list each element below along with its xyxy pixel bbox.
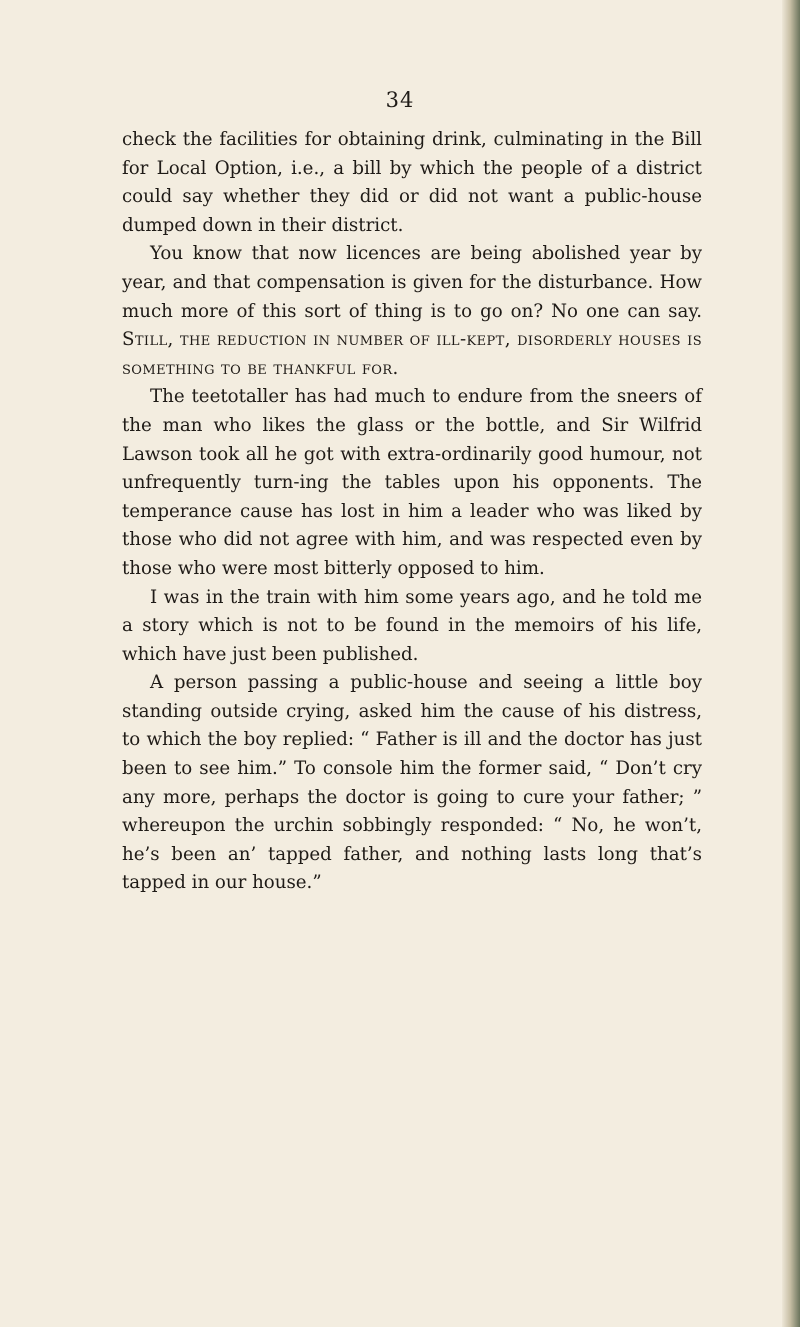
paragraph-3: The teetotaller has had much to endure from the sneers of the man who likes the glass or the bottle, and Sir Wilfrid Lawson took all he got with extra-ordinarily good humour, not unfrequently turn-ing the tables upon his opponents. The temperance cause has lost in him a leader who was liked by those who did not agree with him, and was respected even by those who were most bitterly opposed to him. — [122, 386, 702, 579]
paragraph-5: A person passing a public-house and seeing a little boy standing outside crying, asked him the cause of his distress, to which the boy replied: “ Father is ill and the doctor has just been to see him.” To console him the former said, “ Don’t cry any more, perhaps the doctor is going to cure your father; ” whereupon the urchin sobbingly responded: “ No, he won’t, he’s been an’ tapped father, and nothing lasts long that’s tapped in our house.” — [122, 672, 702, 894]
page-edge — [782, 0, 800, 1327]
paragraph-1: check the facilities for obtaining drink, culminating in the Bill for Local Option, i.e., a bill by which the people of a district could say whether they did or did not want a public-house dumped down in their district. — [122, 129, 702, 236]
page-number: 34 — [385, 88, 415, 112]
paragraph-4: I was in the train with him some years ago, and he told me a story which is not to be found in the memoirs of his life, which have just been published. — [122, 586, 702, 665]
paragraph-2 — [122, 240, 702, 383]
paragraph-2-text: You know that now licences are being abolished year by year, and that compensation is given for the disturbance. How much more of this sort of thing is to go on? No one can say. — [122, 243, 702, 322]
body-text — [122, 126, 702, 898]
paragraph-2-smallcaps: Still, the reduction in number of ill-kept, disorderly houses is something to be thankful for. — [122, 329, 702, 379]
